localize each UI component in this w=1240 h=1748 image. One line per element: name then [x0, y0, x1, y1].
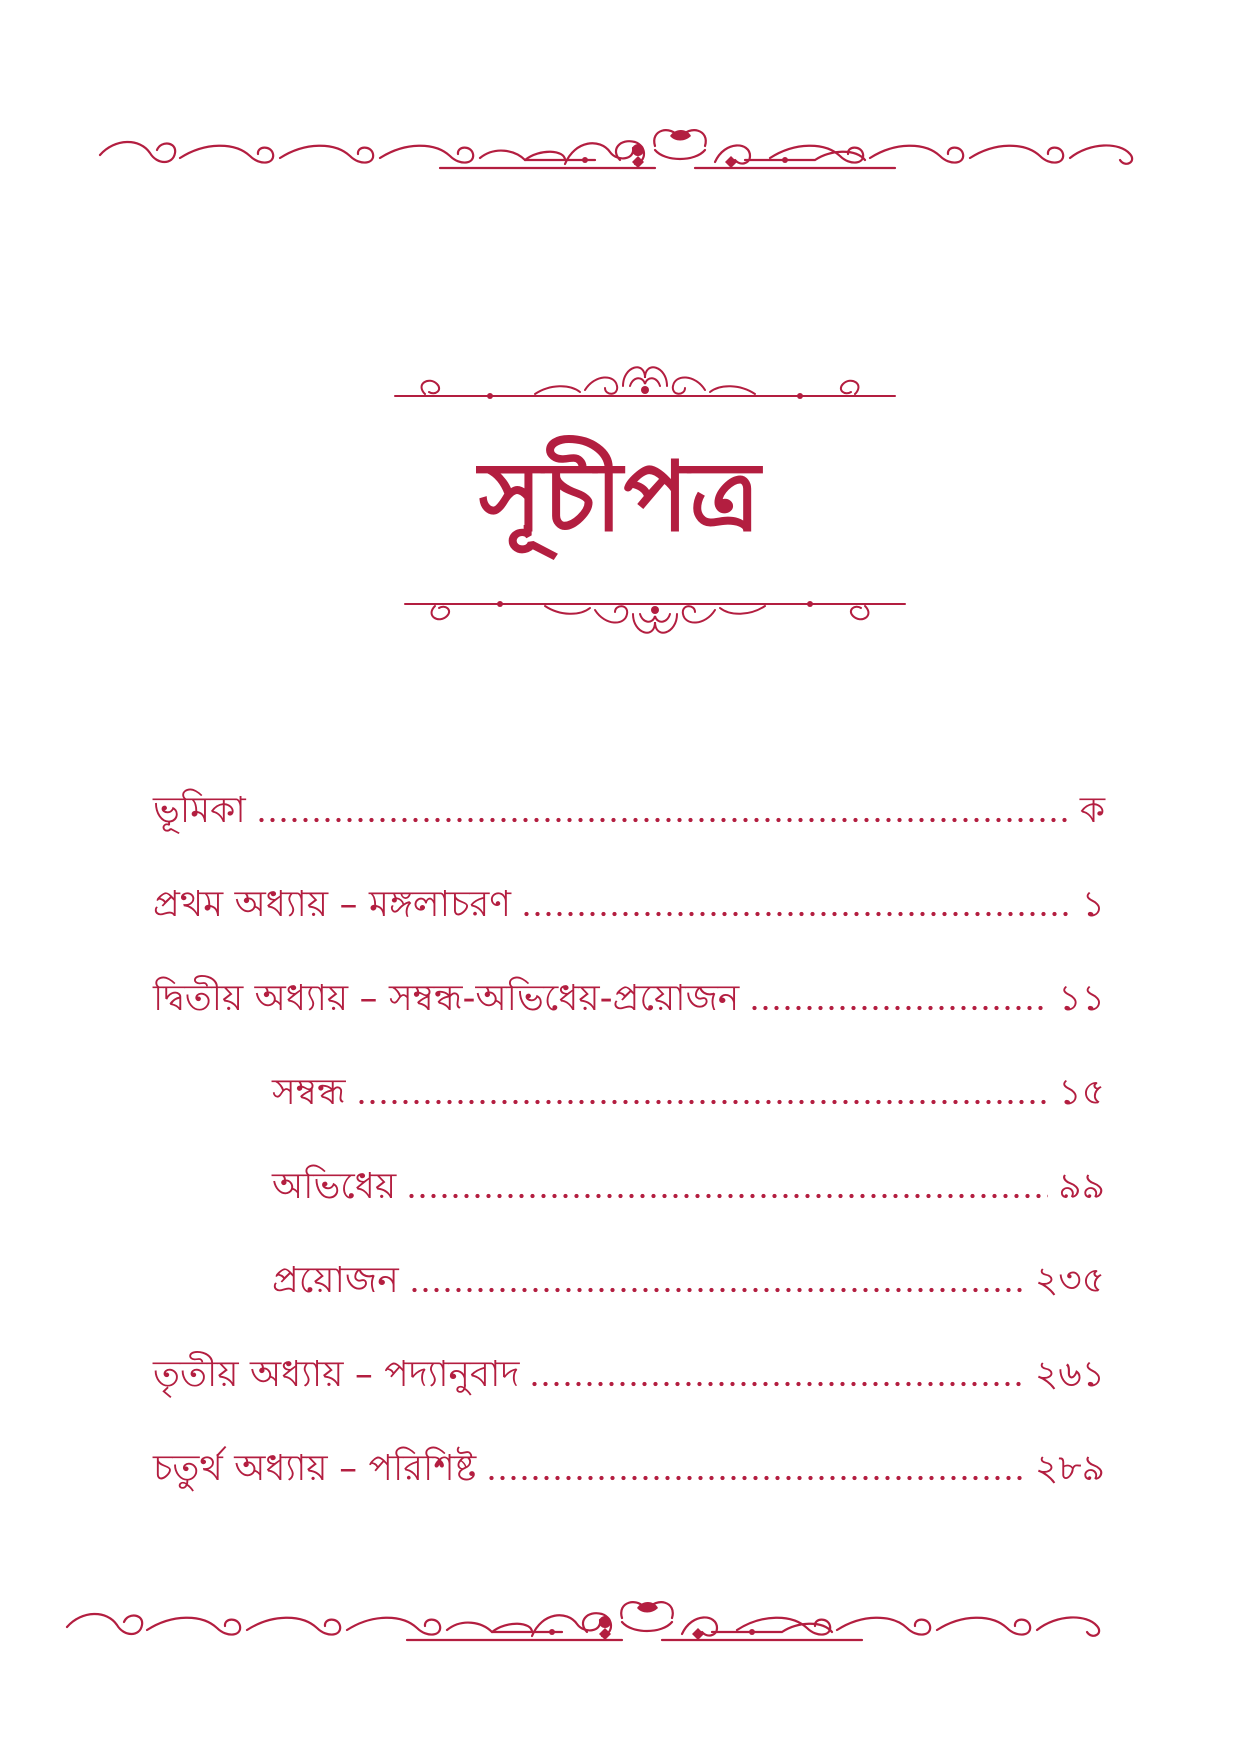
bottom-ornament-border-icon: [62, 1592, 1112, 1662]
toc-subentry[interactable]: [272, 1250, 1105, 1312]
toc-entry[interactable]: [153, 874, 1105, 936]
toc-entry-title: চতুর্থ অধ্যায় – পরিশিষ্ট: [153, 1448, 477, 1489]
toc-entry-title: ভূমিকা: [153, 790, 246, 831]
toc-entry-title: প্রয়োজন: [272, 1260, 399, 1301]
toc-entry-page: ৯৯: [1058, 1166, 1105, 1207]
toc-entry[interactable]: [153, 780, 1105, 842]
dot-leader: [529, 1380, 1024, 1388]
toc-entry-page: ২৮৯: [1034, 1448, 1105, 1489]
toc-subentry[interactable]: [272, 1062, 1105, 1124]
toc-entry-page: ১: [1081, 884, 1105, 925]
toc-entry-page: ২৬১: [1034, 1354, 1105, 1395]
dot-leader: [406, 1192, 1048, 1200]
dot-leader: [486, 1474, 1025, 1482]
toc-entry-title: সম্বন্ধ: [272, 1072, 346, 1113]
toc-entry-title: দ্বিতীয় অধ্যায় – সম্বন্ধ-অভিধেয়-প্রয়োজন: [153, 978, 740, 1019]
toc-entry-page: ১১: [1058, 978, 1105, 1019]
page-title: সূচীপত্র: [478, 441, 762, 553]
dot-leader: [256, 816, 1070, 824]
toc-entry[interactable]: [153, 968, 1105, 1030]
toc-subentry[interactable]: [272, 1156, 1105, 1218]
dot-leader: [749, 1004, 1048, 1012]
dot-leader: [521, 910, 1072, 918]
toc-entry-page: ২৩৫: [1034, 1260, 1105, 1301]
toc-entry-title: অভিধেয়: [272, 1166, 397, 1207]
toc-entry-page: ক: [1079, 790, 1105, 831]
dot-leader: [409, 1286, 1025, 1294]
toc-entry-title: তৃতীয় অধ্যায় – পদ্যানুবাদ: [153, 1354, 520, 1395]
toc-entry[interactable]: [153, 1438, 1105, 1500]
dot-leader: [356, 1098, 1049, 1106]
toc-entry-page: ১৫: [1058, 1072, 1105, 1113]
toc-entry-title: প্রথম অধ্যায় – মঙ্গলাচরণ: [153, 884, 512, 925]
toc-entry[interactable]: [153, 1344, 1105, 1406]
